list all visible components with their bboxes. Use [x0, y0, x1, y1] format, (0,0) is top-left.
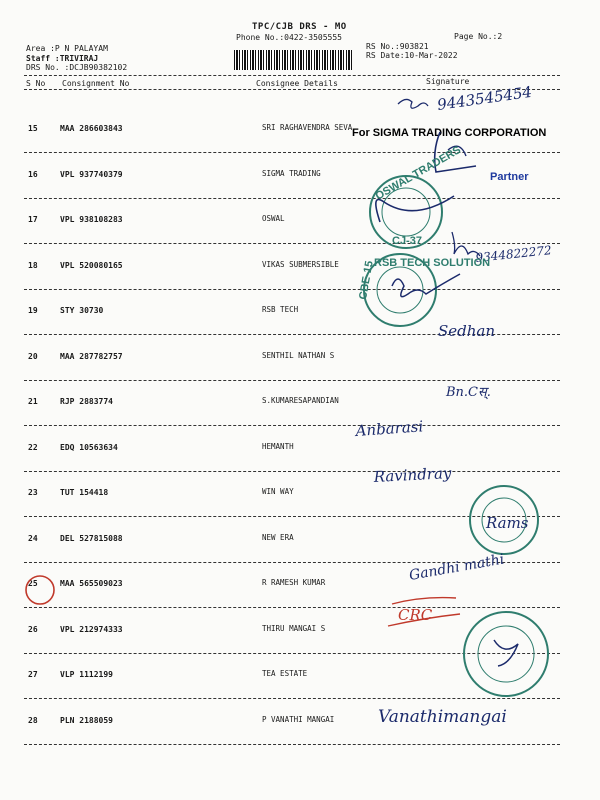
row-sno: 26 — [28, 625, 38, 634]
row-consignee: SENTHIL NATHAN S — [262, 351, 335, 360]
partner-label: Partner — [490, 171, 529, 183]
sigma-stamp: For SIGMA TRADING CORPORATION — [352, 127, 547, 139]
row-consignment-no: VPL 937740379 — [60, 170, 123, 179]
row-sno: 21 — [28, 397, 38, 406]
newera-stamp-ring — [470, 486, 538, 554]
row-sno: 24 — [28, 534, 38, 543]
col-consignment: Consignment No — [62, 79, 130, 88]
divider — [24, 89, 560, 90]
row-consignee: R RAMESH KUMAR — [262, 578, 326, 587]
col-consignee: Consignee Details — [256, 79, 338, 88]
row-sno: 20 — [28, 352, 38, 361]
row-consignment-no: EDQ 10563634 — [60, 443, 118, 452]
signature-newera: Rams — [486, 514, 529, 532]
signature-kumaresa: Bn.Cस्. — [446, 385, 491, 400]
row-divider — [24, 516, 560, 517]
signature-mark — [392, 274, 460, 297]
row-consignee: VIKAS SUBMERSIBLE — [262, 260, 339, 269]
row-consignment-no: RJP 2883774 — [60, 397, 113, 406]
signature-mark — [376, 196, 454, 222]
row-consignee: SIGMA TRADING — [262, 169, 321, 178]
sheet-title: TPC/CJB DRS - MO — [252, 22, 347, 32]
row-sno: 27 — [28, 670, 38, 679]
row-divider — [24, 562, 560, 563]
rs-number: RS No.:903821 — [366, 42, 429, 51]
row-divider — [24, 334, 560, 335]
row-consignee: HEMANTH — [262, 442, 294, 451]
row-consignment-no: MAA 565509023 — [60, 579, 123, 588]
signature-ramesh: Gandhi mathi — [407, 551, 506, 584]
phone-number: Phone No.:0422-3505555 — [236, 33, 342, 42]
row-sno: 17 — [28, 215, 38, 224]
oswal-stamp-text: OSWAL TRADERS — [373, 144, 463, 203]
col-sno: S No — [26, 79, 46, 88]
rsb-stamp-text: RSB TECH SOLUTION — [374, 257, 491, 269]
row-divider — [24, 380, 560, 381]
row-sno: 22 — [28, 443, 38, 452]
row-consignee: SRI RAGHAVENDRA SEVA — [262, 123, 353, 132]
row-consignment-no: MAA 287782757 — [60, 352, 123, 361]
row-divider — [24, 152, 560, 153]
row-consignee: RSB TECH — [262, 305, 299, 314]
row-consignment-no: VLP 1112199 — [60, 670, 113, 679]
row-divider — [24, 698, 560, 699]
row-consignment-no: TUT 154418 — [60, 488, 109, 497]
row-sno: 23 — [28, 488, 38, 497]
row-divider — [24, 471, 560, 472]
row-divider — [24, 744, 560, 745]
row-sno: 19 — [28, 306, 38, 315]
row-consignee: NEW ERA — [262, 533, 294, 542]
row-consignee: P VANATHI MANGAI — [262, 715, 335, 724]
row-sno: 16 — [28, 170, 38, 179]
oswal-stamp-code: CJ-37 — [392, 235, 422, 247]
row-consignee: TEA ESTATE — [262, 669, 308, 678]
signature-mark — [452, 232, 480, 256]
row-divider — [24, 607, 560, 608]
row-consignment-no: MAA 286603843 — [60, 124, 123, 133]
row-consignee: THIRU MANGAI S — [262, 624, 326, 633]
row-divider — [24, 653, 560, 654]
area-label: Area :P N PALAYAM — [26, 44, 108, 53]
handwritten-phone-2: 9344822272 — [474, 243, 553, 265]
handwritten-phone: 9443545454 — [436, 82, 534, 114]
row-consignee: S.KUMARESAPANDIAN — [262, 396, 339, 405]
rsb-stamp-code: CBE-15 — [357, 259, 376, 301]
row-consignment-no: VPL 520080165 — [60, 261, 123, 270]
signature-senthil: Sedhan — [438, 322, 496, 340]
signature-hemanth: Anbarasi — [355, 417, 424, 440]
signature-winway: Ravindray — [373, 463, 452, 486]
divider — [24, 75, 560, 76]
signature-vanathi: Vanathimangai — [378, 707, 507, 727]
drs-number: DRS No. :DCJB90382102 — [26, 63, 128, 72]
col-signature: Signature — [426, 77, 470, 86]
row-consignment-no: PLN 2188059 — [60, 716, 113, 725]
row-divider — [24, 198, 560, 199]
row-consignee: WIN WAY — [262, 487, 294, 496]
staff-label: Staff :TRIVIRAJ — [26, 54, 99, 63]
barcode — [234, 50, 352, 70]
row-consignment-no: VPL 212974333 — [60, 625, 123, 634]
page-number: Page No.:2 — [454, 32, 503, 41]
row-sno: 25 — [28, 579, 38, 588]
row-sno: 28 — [28, 716, 38, 725]
row-divider — [24, 425, 560, 426]
oswal-stamp-ring — [370, 176, 442, 248]
signature-thiru: CRC — [398, 606, 433, 624]
row-consignment-no: DEL 527815088 — [60, 534, 123, 543]
row-consignee: OSWAL — [262, 214, 285, 223]
tea-estate-stamp-ring — [464, 612, 548, 696]
row-divider — [24, 243, 560, 244]
row-consignment-no: VPL 938108283 — [60, 215, 123, 224]
signature-mark — [398, 99, 428, 108]
row-sno: 15 — [28, 124, 38, 133]
row-consignment-no: STY 30730 — [60, 306, 104, 315]
rsb-stamp-ring — [364, 254, 436, 326]
row-sno: 18 — [28, 261, 38, 270]
row-divider — [24, 289, 560, 290]
rs-date: RS Date:10-Mar-2022 — [366, 51, 458, 60]
